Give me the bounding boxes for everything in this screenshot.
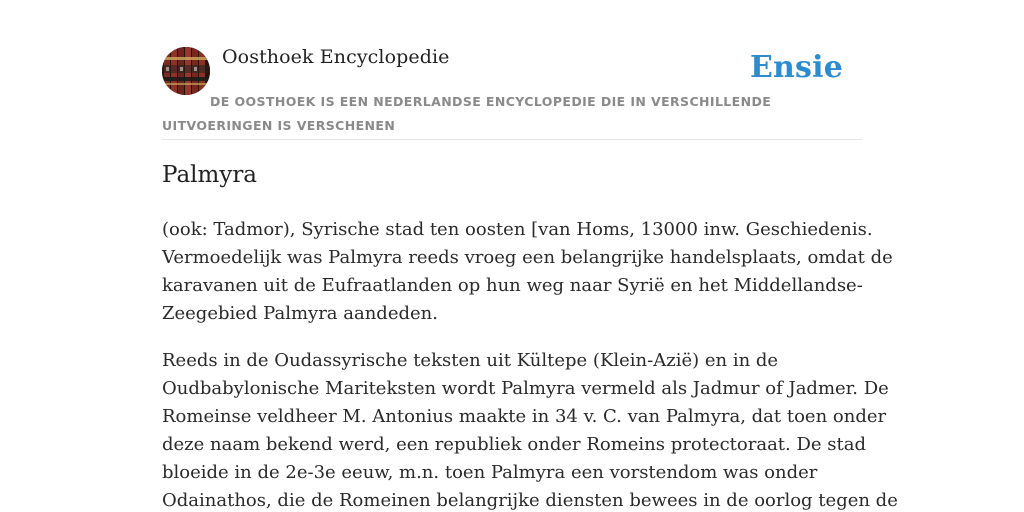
article-title: Palmyra <box>162 162 258 188</box>
header-divider <box>162 139 862 140</box>
brand-logo-link[interactable]: Ensie <box>749 50 843 85</box>
book-spines-avatar-icon <box>162 47 210 95</box>
paragraph-line: Reeds in de Oudassyrische teksten uit Kültepe (Klein-Azië) en in de <box>162 350 779 371</box>
site-tagline: DE OOSTHOEK IS EEN NEDERLANDSE ENCYCLOPEDIE DIE IN VERSCHILLENDE UITVOERINGEN IS VERSCHENEN <box>162 94 772 133</box>
paragraph-line: Oudbabylonische Mariteksten wordt Palmyra vermeld als Jadmur of Jadmer. De <box>162 378 889 399</box>
paragraph-line: Vermoedelijk was Palmyra reeds vroeg een belangrijke handelsplaats, omdat de <box>162 247 893 268</box>
site-name-link[interactable]: Oosthoek Encyclopedie <box>222 46 450 68</box>
paragraph-line: deze naam bekend werd, een republiek onder Romeins protectoraat. De stad <box>162 434 867 455</box>
paragraph-line: Romeinse veldheer M. Antonius maakte in 34 v. C. van Palmyra, dat toen onder <box>162 406 887 427</box>
paragraph-line: Odainathos, die de Romeinen belangrijke diensten bewees in de oorlog tegen de <box>162 490 898 511</box>
article-paragraph <box>162 216 893 328</box>
paragraph-line: Zeegebied Palmyra aandeden. <box>162 303 438 324</box>
article-body <box>162 216 898 512</box>
paragraph-line: (ook: Tadmor), Syrische stad ten oosten [van Homs, 13000 inw. Geschiedenis. <box>162 219 873 240</box>
site-header <box>162 40 862 139</box>
paragraph-line: bloeide in de 2e-3e eeuw, m.n. toen Palmyra een vorstendom was onder <box>162 462 818 483</box>
article-paragraph <box>162 347 898 512</box>
site-avatar[interactable] <box>162 47 210 95</box>
paragraph-line: karavanen uit de Eufraatlanden op hun weg naar Syrië en het Middellandse- <box>162 275 863 296</box>
